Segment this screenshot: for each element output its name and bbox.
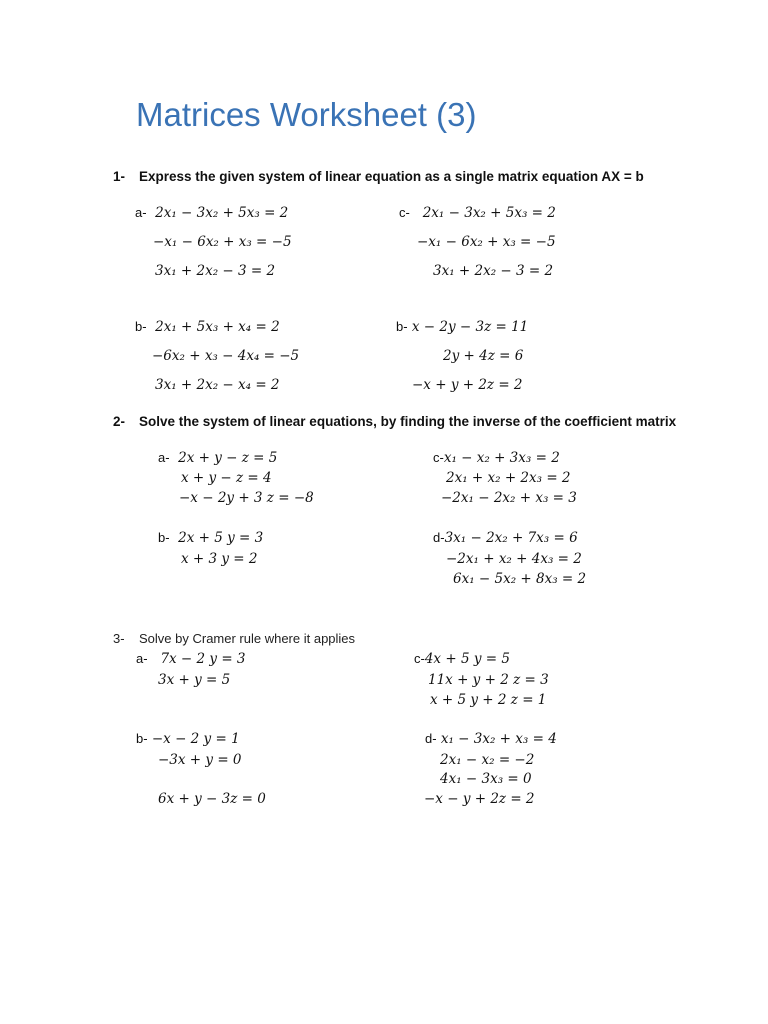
q1-c-label: c- [399,205,410,220]
q1-c-eq1: c- 2x₁ − 3x₂ + 5x₃ = 2 [399,205,556,221]
q3-a-label: a- [136,651,148,666]
q1-b1-label: b- [135,319,147,334]
question-2-number: 2- [113,414,126,429]
q2-a-label: a- [158,450,170,465]
q2-b-label: b- [158,530,170,545]
q3-c-eq1: c-4x + 5 y = 5 [414,651,510,667]
q3-d-eq3: 4x₁ − 3x₃ = 0 [440,771,532,787]
question-1-heading [113,169,644,184]
q3-a-eq2: 3x + y = 5 [158,672,231,688]
q3-c-label: c- [414,651,425,666]
q2-c-label: c- [433,450,444,465]
question-3-text: Solve by Cramer rule where it applies [139,631,356,646]
question-3-number: 3- [113,631,125,646]
q1-b2-eq3: −x + y + 2z = 2 [412,377,523,393]
q3-b-label: b- [136,731,148,746]
q3-d-label: d- [425,731,437,746]
q1-b1-eq3: 3x₁ + 2x₂ − x₄ = 2 [155,377,280,393]
q1-a-eq1: a- 2x₁ − 3x₂ + 5x₃ = 2 [135,205,289,221]
q2-a-eq1: a- 2x + y − z = 5 [158,450,278,466]
q3-c-eq2: 11x + y + 2 z = 3 [428,672,549,688]
q1-c-eq2: −x₁ − 6x₂ + x₃ = −5 [417,234,556,250]
q1-a-eq2: −x₁ − 6x₂ + x₃ = −5 [153,234,292,250]
q3-c-eq3: x + 5 y + 2 z = 1 [430,692,547,708]
q1-b2-eq1: b- x − 2y − 3z = 11 [396,319,529,335]
q2-d-label: d- [433,530,445,545]
q2-c-eq3: −2x₁ − 2x₂ + x₃ = 3 [441,490,577,506]
question-1-text: Express the given system of linear equation as a single matrix equation AX = b [139,169,644,184]
q3-a-eq1: a- 7x − 2 y = 3 [136,651,246,667]
q2-a-eq2: x + y − z = 4 [181,470,272,486]
q1-c-eq3: 3x₁ + 2x₂ − 3 = 2 [433,263,554,279]
page-title: Matrices Worksheet (3) [136,96,477,133]
q1-b2-label: b- [396,319,408,334]
question-2-text: Solve the system of linear equations, by finding the inverse of the coefficient matrix [139,414,677,429]
q2-b-eq1: b- 2x + 5 y = 3 [158,530,264,546]
q1-b1-eq2: −6x₂ + x₃ − 4x₄ = −5 [152,348,300,364]
q3-b-eq1: b- −x − 2 y = 1 [136,731,240,747]
q2-c-eq1: c-x₁ − x₂ + 3x₃ = 2 [433,450,560,466]
q2-b-eq2: x + 3 y = 2 [181,551,258,567]
question-2-heading [113,414,676,429]
q1-a-eq3: 3x₁ + 2x₂ − 3 = 2 [155,263,276,279]
q3-b-eq2: −3x + y = 0 [158,752,242,768]
q2-d-eq1: d-3x₁ − 2x₂ + 7x₃ = 6 [433,530,578,546]
q1-a-label: a- [135,205,147,220]
q3-d-eq2: 2x₁ − x₂ = −2 [440,752,535,768]
q2-d-eq3: 6x₁ − 5x₂ + 8x₃ = 2 [453,571,587,587]
q2-a-eq3: −x − 2y + 3 z = −8 [179,490,314,506]
q2-c-eq2: 2x₁ + x₂ + 2x₃ = 2 [446,470,571,486]
q3-b-eq3: 6x + y − 3z = 0 [158,791,266,807]
q1-b2-eq2: 2y + 4z = 6 [443,348,524,364]
q2-d-eq2: −2x₁ + x₂ + 4x₃ = 2 [446,551,582,567]
question-1-number: 1- [113,169,126,184]
q3-d-eq1: d- x₁ − 3x₂ + x₃ = 4 [425,731,557,747]
q3-d-eq4: −x − y + 2z = 2 [424,791,535,807]
question-3-heading [113,631,355,646]
q1-b1-eq1: b- 2x₁ + 5x₃ + x₄ = 2 [135,319,280,335]
